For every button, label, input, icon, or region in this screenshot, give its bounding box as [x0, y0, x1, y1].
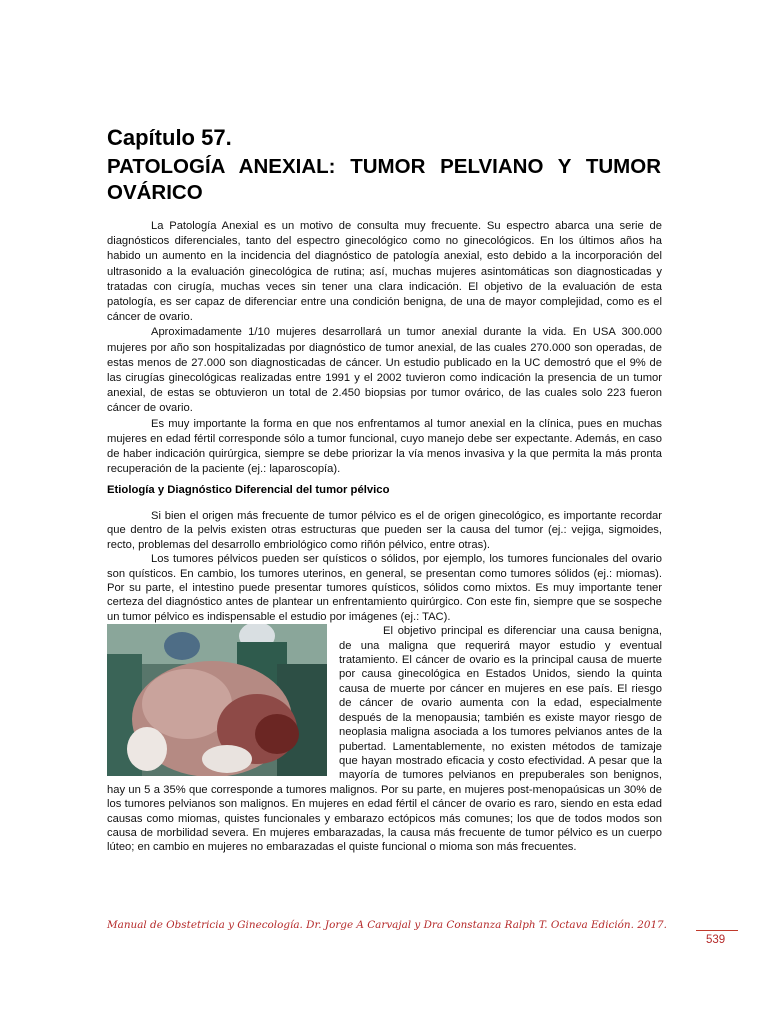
chapter-label: Capítulo 57.: [107, 125, 232, 150]
surgical-photo-illustration: [107, 624, 327, 776]
section-paragraph: Si bien el origen más frecuente de tumor pélvico es el de origen ginecológico, es importante recordar que dentro de la pelvis existen otras estructuras que pueden ser la causa del tumor (ej.: vejiga, sigmoides, recto, problemas del desarrollo embriológico como riñón pélvico, entre otras).: [107, 510, 662, 551]
section-paragraph: Los tumores pélvicos pueden ser quísticos o sólidos, por ejemplo, los tumores funcionales del ovario son quísticos. En cambio, los tumores uterinos, en general, se presentan como tumores sólidos (ej.: miomas). Por su parte, el intestino puede presentar tumores quísticos, sólidos como mixtos. Es muy importante tener certeza del diagnóstico antes de plantear un enfrentamiento quirúrgico. Con este fin, siempre que se sospeche un tumor pélvico es indispensable el estudio por imágenes (ej.: TAC).: [107, 553, 662, 623]
footer-divider: [696, 930, 738, 931]
intro-paragraph: Aproximadamente 1/10 mujeres desarrollará un tumor anexial durante la vida. En USA 300.000 mujeres por año son hospitalizadas por diagnóstico de tumor anexial, de las cuales 270.000 son operadas, de estas menos de 27.000 son diagnosticadas de cáncer. Un estudio publicado en la UC demostró que el 9% de las cirugías ginecológicas realizadas entre 1991 y el 2002 tuvieron como indicación la presencia de un tumor anexial, de estas se obtuvieron un total de 2.450 biopsias por tumor ovárico, de las cuales solo 223 fueron cáncer de ovario.: [107, 326, 662, 415]
section-paragraph: El objetivo principal es diferenciar una causa benigna, de una maligna que requerirá mayor estudio y eventual tratamiento. El cáncer de ovario es la principal causa de muerte por causa ginecológica en Estados Unidos, siendo la quinta causa de muerte por cáncer en mujeres en ese país. El riesgo de cáncer de ovario aumenta con la edad, especialmente después de la menopausia; también es existe mayor riesgo de neoplasia maligna asociada a los tumores pelvianos antes de la pubertad. Lamentablemente, no existen métodos de tamizaje que hayan mostrado eficacia y costo efectividad. A pesar que la mayoría de tumores pelvianos en prepuberales son benignos, hay un 5 a 35% que corresponde a tumores malignos. Por su parte, en mujeres post-menopaúsicas un 30% de los tumores pelvianos son malignos. En mujeres en edad fértil el cáncer de ovario es raro, siendo en esta edad causas como miomas, quistes funcionales y embarazo ectópicos más comunes; los que de todos modos son causa de morbilidad severa. En mujeres embarazadas, la causa más frecuente de tumor pélvico es un cuerpo lúteo; en cambio en mujeres no embarazadas el quiste funcional o mioma son más frecuentes.: [107, 625, 662, 854]
surgical-photo: [107, 624, 327, 776]
footer-citation: Manual de Obstetricia y Ginecología. Dr. Jorge A Carvajal y Dra Constanza Ralph T. Octava Edición. 2017.: [107, 919, 667, 931]
section-paragraph-wrap: [107, 552, 662, 624]
section-heading: Etiología y Diagnóstico Diferencial del tumor pélvico: [107, 484, 390, 496]
figure-block: [107, 624, 662, 855]
intro-paragraph: La Patología Anexial es un motivo de consulta muy frecuente. Su espectro abarca una serie de diagnósticos diferenciales, tanto del espectro ginecológico como no ginecológicos. En los últimos años ha habido un aumento en la incidencia del diagnóstico de patología anexial, esto debido a la incorporación del ultrasonido a la evaluación ginecológica de rutina; así, muchas mujeres asintomáticas son diagnosticadas y tratadas con cirugía, muchas veces sin tener una clara indicación. El objetivo de la evaluación de esta patología, es ser capaz de diferenciar entre una condición benigna, de una de mayor complejidad, como es el cáncer de ovario.: [107, 220, 662, 324]
chapter-title: PATOLOGÍA ANEXIAL: TUMOR PELVIANO Y TUMOR OVÁRICO: [107, 155, 661, 204]
intro-text: [107, 219, 662, 477]
page-number: 539: [706, 934, 726, 946]
intro-paragraph: Es muy importante la forma en que nos enfrentamos al tumor anexial en la clínica, pues en muchas mujeres en edad fértil corresponde sólo a tumor funcional, cuyo manejo debe ser expectante. Además, en caso de haber indicación quirúrgica, siempre se debe priorizar la vía menos invasiva y la que permita la más pronta recuperación de la paciente (ej.: laparoscopía).: [107, 417, 662, 476]
section-text: [107, 509, 662, 855]
